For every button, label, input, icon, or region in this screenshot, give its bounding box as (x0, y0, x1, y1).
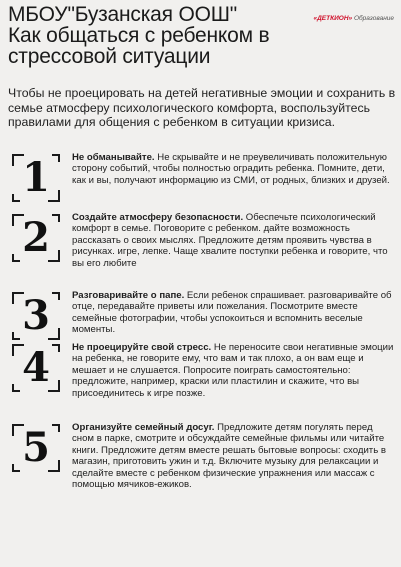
rule-body: Если ребенок спрашивает. разговаривайте об отце, передавайте приветы или пожелания. Посмотрите вместе семейные фотографии, чтобы успокоиться и вспомнить веселые моменты. (72, 290, 392, 336)
rule-text (72, 342, 394, 399)
number-badge (12, 292, 60, 340)
header (8, 4, 398, 67)
rule-text (72, 152, 394, 186)
rule-text (72, 422, 394, 490)
number-badge (12, 424, 60, 472)
rule-heading: Не проецируйте свой стресс. (72, 342, 212, 353)
rule-body: Не переносите свои негативные эмоции на ребенка, не говорите ему, что вам и так плохо, а он вам еще и мешает и не слушается. Попросите поиграть самостоятельно: предложите, например, краски или пластилин и скажите, что вы присоединитесь к игре позже. (72, 342, 394, 399)
rule-body: Не скрывайте и не преувеличивать положительную сторону событий, чтобы полностью оградить ребенка. Помните, дети, как и вы, получают информацию из СМИ, от родных, близких и друзей. (72, 152, 390, 186)
rule-number: 1 (22, 154, 50, 201)
number-badge (12, 214, 60, 262)
rule-number: 5 (22, 424, 50, 471)
rule-heading: Не обманывайте. (72, 152, 155, 163)
rule-text (72, 212, 394, 269)
rule-heading: Создайте атмосферу безопасности. (72, 212, 244, 223)
rule-number: 4 (22, 344, 50, 391)
intro-text: Чтобы не проецировать на детей негативные эмоции и сохранить в семье атмосферу психологического комфорта, воспользуйтесь правилами для общения с ребенком в ситуации кризиса. (8, 86, 396, 130)
rule-number: 2 (22, 214, 50, 261)
title-line-2: Как общаться с ребенком в (8, 24, 270, 47)
rule-heading: Организуйте семейный досуг. (72, 422, 215, 433)
number-badge (12, 344, 60, 392)
rule-text (72, 290, 394, 336)
rule-number: 3 (22, 292, 50, 339)
page-title (8, 4, 398, 67)
rule-body: Обеспечьте психологический комфорт в семье. Поговорите с ребенком. дайте возможность рассказать о своих мыслях. Предложите детям проявить чувства в рисунках. игре, лепке. Чаще хвалите поступки ребенка и говорите, что вы его любите (72, 212, 388, 269)
number-badge (12, 154, 60, 202)
title-line-3: стрессовой ситуации (8, 45, 211, 68)
brand-section: Образование (352, 15, 394, 22)
brand-logo (314, 15, 395, 22)
rule-heading: Разговаривайте о папе. (72, 290, 185, 301)
title-school: МБОУ"Бузанская ООШ" (8, 3, 238, 26)
brand-name: «ДЕТКИОН» (313, 15, 353, 22)
rule-body: Предложите детям погулять перед сном в парке, смотрите и обсуждайте семейные фильмы или читайте книги. Предложите детям вместе решать бытовые вопросы: сходить в магазин, приготовить ужин и т.д. Включите музыку для релаксации и сделайте вместе с ребенком физические упражнения или массаж с помощью мячиков-ежиков. (72, 422, 386, 491)
